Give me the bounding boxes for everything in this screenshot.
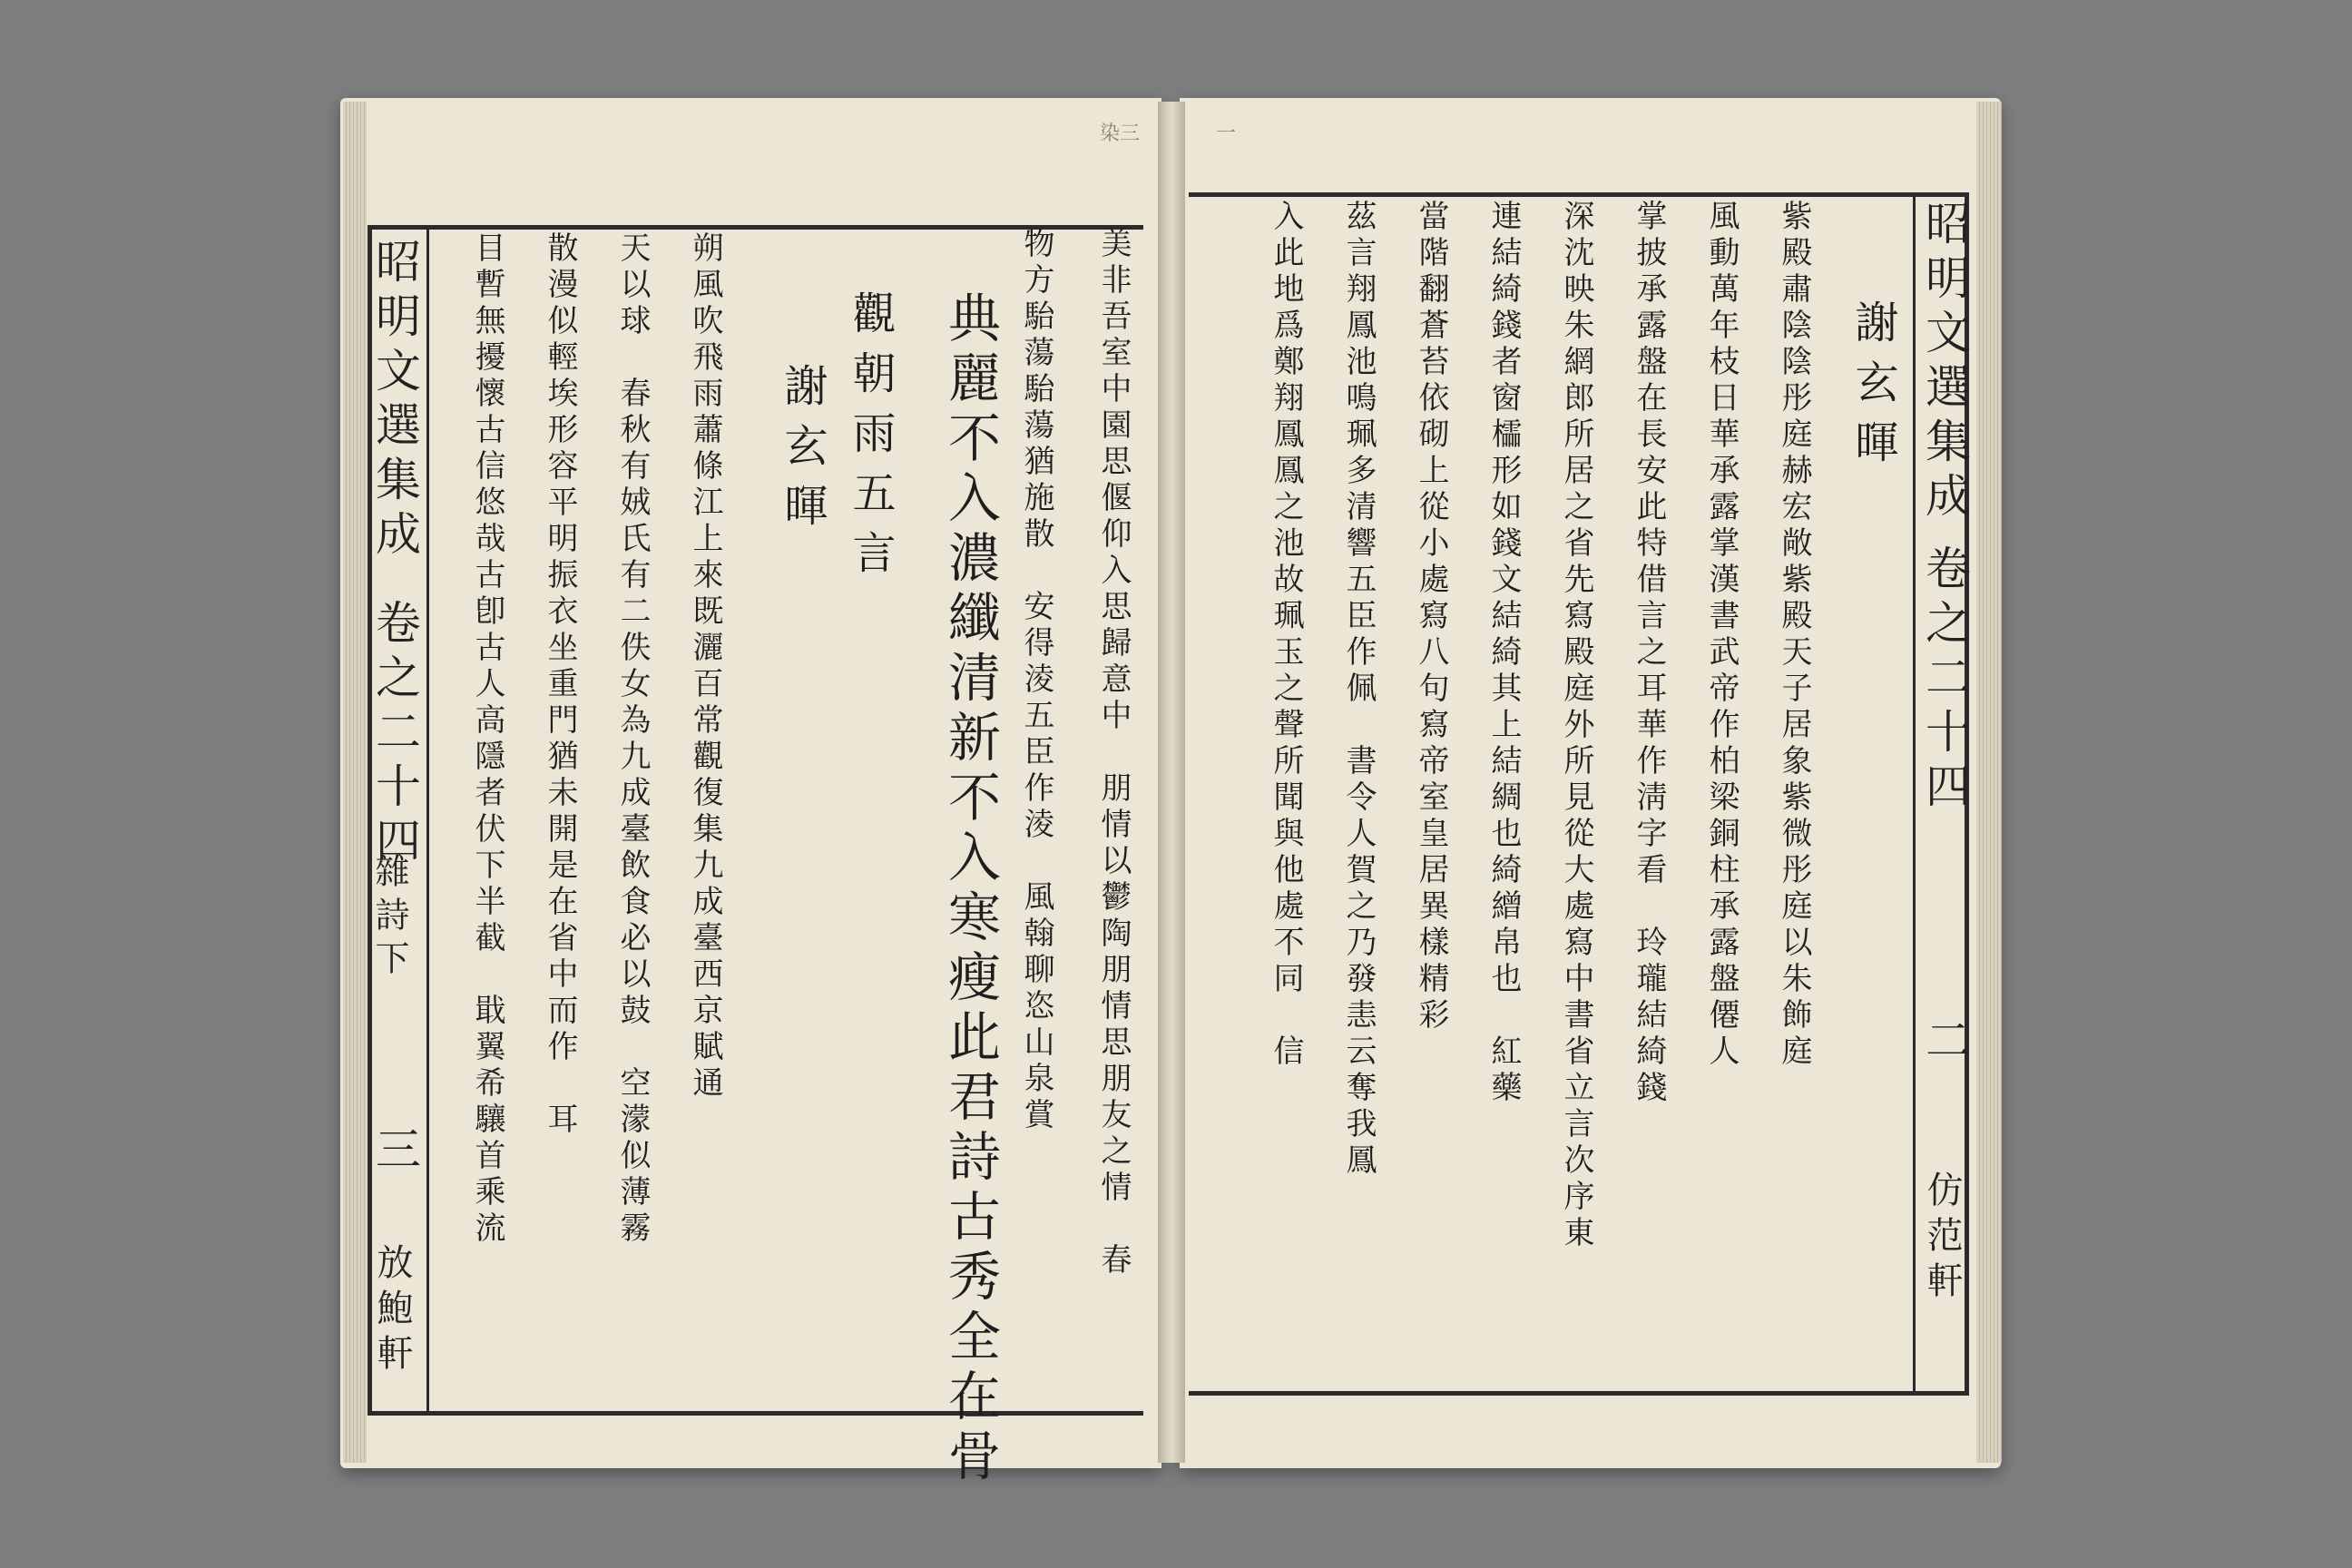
left-text-column-5: 謝玄暉: [777, 363, 828, 543]
right-margin-volume: 卷之二十四: [1918, 544, 1971, 817]
right-page-edges: [1976, 102, 2002, 1463]
top-note-left: 染三: [1100, 122, 1141, 145]
left-margin-title: 昭明文選集成: [368, 238, 421, 564]
left-text-column-2: 物方駘蕩駘蕩猶施散 安得淩五臣作淩 風翰聊恣山泉賞: [1018, 227, 1054, 1134]
left-text-column-6: 朔風吹飛雨蕭條江上來既灑百常觀復集九成臺西京賦通: [687, 231, 723, 1102]
left-margin-publisher: 放鮑軒: [371, 1243, 413, 1379]
top-note-right: 一: [1216, 122, 1237, 145]
left-text-column-1: 美非吾室中園思偃仰入思歸意中 朋情以鬱陶朋情思朋友之情 春: [1095, 227, 1132, 1279]
left-text-column-4: 觀朝雨五言: [845, 290, 896, 590]
right-text-column-3: 風動萬年枝日華承露掌漢書武帝作柏梁銅柱承露盤僊人: [1703, 200, 1740, 1071]
left-margin-rule: [426, 225, 429, 1416]
left-page-edges: [343, 102, 367, 1463]
right-margin-title: 昭明文選集成: [1918, 200, 1971, 526]
right-text-column-2: 紫殿肅陰陰彤庭赫宏敞紫殿天子居象紫微彤庭以朱飾庭: [1776, 200, 1812, 1071]
right-margin-rule: [1913, 192, 1916, 1396]
right-text-column-6: 連結綺錢者窗櫺形如錢文結綺其上結綢也綺繒帛也 紅藥: [1485, 200, 1522, 1107]
left-text-column-3: 典麗不入濃纖清新不入寒瘦此君詩古秀全在骨: [939, 290, 1001, 1488]
left-margin-volume: 卷之二十四: [368, 599, 421, 871]
left-margin-section: 雜詩下: [369, 853, 409, 984]
right-margin-page: 二: [1918, 1016, 1971, 1071]
left-text-column-9: 目暫無擾懷古信悠哉古卽古人高隱者伏下半截 戢翼希驤首乘流: [469, 231, 505, 1248]
book-spine: [1158, 102, 1185, 1463]
right-text-column-8: 茲言翔鳳池鳴珮多清響五臣作佩 書令人賀之乃發恚云奪我鳳: [1340, 200, 1377, 1180]
right-text-column-4: 掌披承露盤在長安此特借言之耳華作淸字看 玲瓏結綺錢: [1631, 200, 1667, 1107]
right-text-column-7: 當階翻蒼苔依砌上從小處寫八句寫帝室皇居異樣精彩: [1413, 200, 1449, 1034]
right-text-column-9: 入此地爲鄭翔鳳鳳之池故珮玉之聲所聞與他處不同 信: [1268, 200, 1304, 1071]
left-text-column-8: 散漫似輕埃形容平明振衣坐重門猶未開是在省中而作 耳: [542, 231, 578, 1139]
left-margin-page: 三: [368, 1125, 421, 1180]
right-text-column-1: 謝玄暉: [1847, 299, 1898, 479]
left-text-column-7: 天以球 春秋有娀氏有二佚女為九成臺飲食必以鼓 空濛似薄霧: [614, 231, 651, 1248]
right-margin-publisher: 仿范軒: [1921, 1171, 1963, 1307]
right-text-column-5: 深沈映朱網郎所居之省先寫殿庭外所見從大處寫中書省立言次序東: [1558, 200, 1594, 1252]
